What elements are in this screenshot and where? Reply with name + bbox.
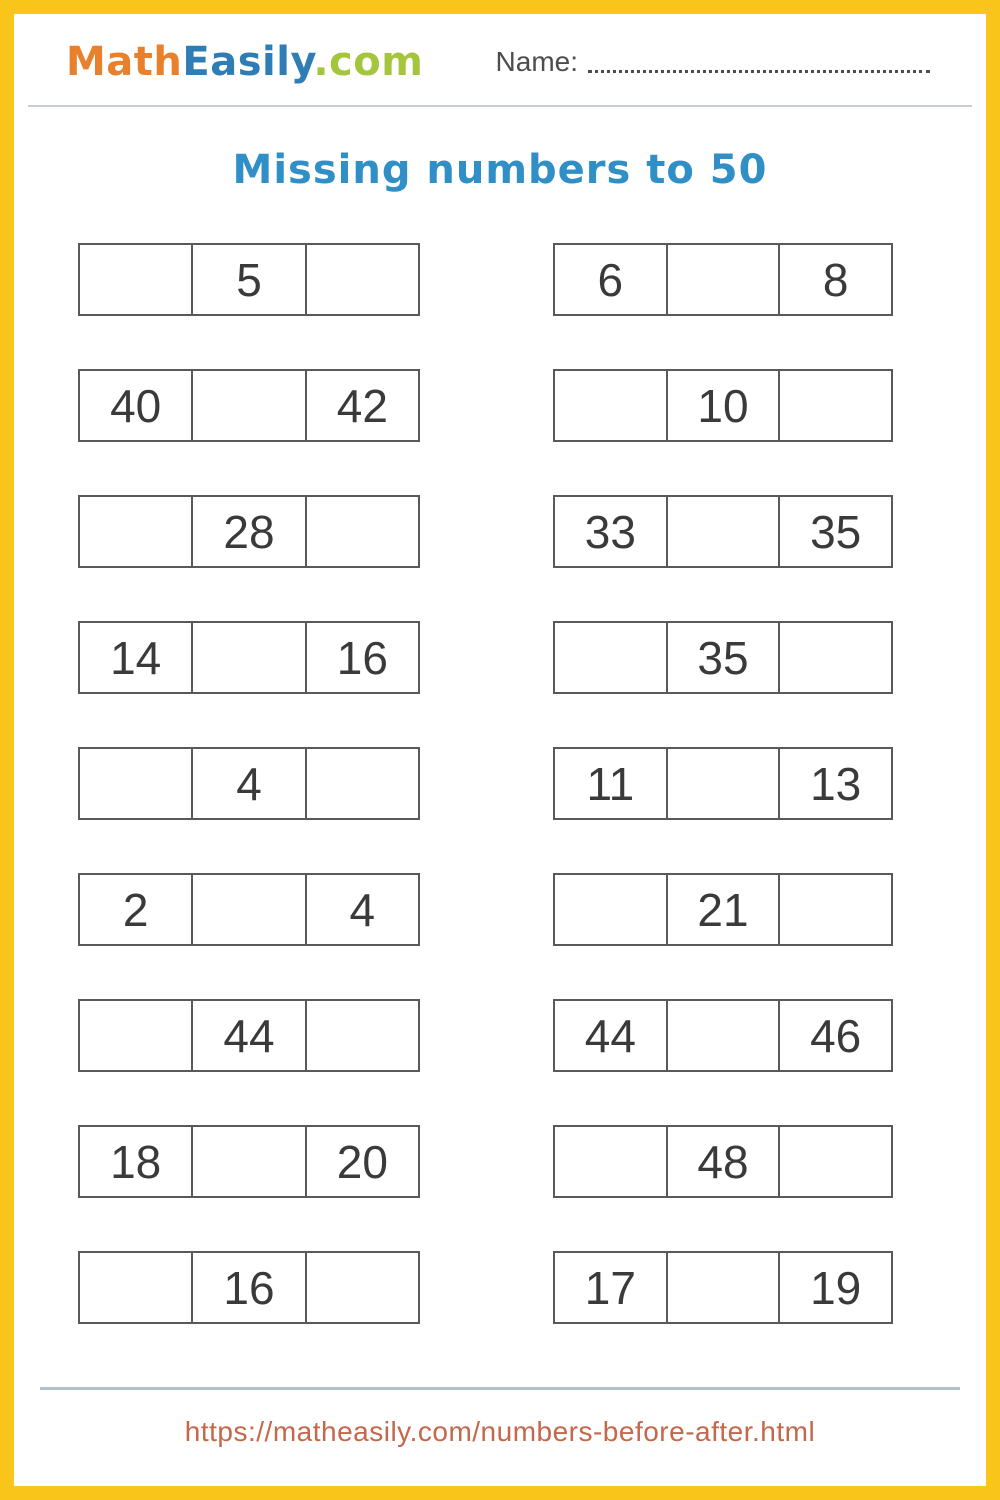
answer-cell[interactable] <box>305 1001 418 1070</box>
answer-cell[interactable] <box>778 875 891 944</box>
number-cell: 5 <box>191 245 304 314</box>
number-cell: 6 <box>597 253 624 306</box>
number-cell: 17 <box>584 1261 636 1314</box>
worksheet-column-left <box>78 243 420 1324</box>
answer-cell[interactable] <box>555 623 666 692</box>
answer-cell[interactable] <box>191 1127 304 1196</box>
number-cell: 10 <box>666 371 779 440</box>
header <box>14 14 986 84</box>
number-strip <box>553 1125 893 1198</box>
number-strip <box>78 1251 420 1324</box>
number-cell: 35 <box>666 623 779 692</box>
number-cell: 18 <box>110 1135 162 1188</box>
number-strip <box>553 495 893 568</box>
number-cell: 48 <box>666 1127 779 1196</box>
answer-cell[interactable] <box>305 245 418 314</box>
number-cell: 4 <box>191 749 304 818</box>
name-label: Name: <box>495 46 578 77</box>
worksheet-grid <box>14 243 986 1324</box>
answer-cell[interactable] <box>666 245 779 314</box>
page-title: Missing numbers to 50 <box>232 147 768 193</box>
logo-part-math: Math <box>66 39 183 85</box>
site-logo <box>66 40 423 84</box>
number-strip <box>78 873 420 946</box>
answer-cell[interactable] <box>555 371 666 440</box>
answer-cell[interactable] <box>191 875 304 944</box>
number-strip <box>553 873 893 946</box>
number-cell: 16 <box>191 1253 304 1322</box>
logo-part-com: .com <box>313 39 424 85</box>
worksheet-column-right <box>553 243 893 1324</box>
answer-cell[interactable] <box>80 497 191 566</box>
number-cell: 8 <box>778 245 891 314</box>
number-cell: 13 <box>778 749 891 818</box>
answer-cell[interactable] <box>666 1001 779 1070</box>
number-cell: 46 <box>778 1001 891 1070</box>
answer-cell[interactable] <box>555 875 666 944</box>
number-cell: 16 <box>305 623 418 692</box>
answer-cell[interactable] <box>305 1253 418 1322</box>
number-cell: 14 <box>110 631 162 684</box>
answer-cell[interactable] <box>191 371 304 440</box>
number-cell: 4 <box>305 875 418 944</box>
number-strip <box>78 369 420 442</box>
number-strip <box>553 243 893 316</box>
answer-cell[interactable] <box>778 1127 891 1196</box>
number-cell: 19 <box>778 1253 891 1322</box>
number-cell: 20 <box>305 1127 418 1196</box>
number-strip <box>78 621 420 694</box>
number-cell: 40 <box>110 379 162 432</box>
answer-cell[interactable] <box>80 1253 191 1322</box>
answer-cell[interactable] <box>305 497 418 566</box>
number-cell: 44 <box>191 1001 304 1070</box>
number-strip <box>78 243 420 316</box>
answer-cell[interactable] <box>778 371 891 440</box>
number-strip <box>553 1251 893 1324</box>
answer-cell[interactable] <box>555 1127 666 1196</box>
footer-url: https://matheasily.com/numbers-before-after.html <box>184 1416 816 1447</box>
answer-cell[interactable] <box>80 749 191 818</box>
name-area <box>496 46 930 84</box>
number-cell: 28 <box>191 497 304 566</box>
number-strip <box>553 369 893 442</box>
answer-cell[interactable] <box>666 749 779 818</box>
number-strip <box>553 747 893 820</box>
header-divider <box>28 105 972 107</box>
number-strip <box>553 621 893 694</box>
answer-cell[interactable] <box>80 245 191 314</box>
number-cell: 2 <box>122 883 149 936</box>
answer-cell[interactable] <box>666 1253 779 1322</box>
answer-cell[interactable] <box>305 749 418 818</box>
number-cell: 11 <box>586 757 635 810</box>
number-strip <box>78 495 420 568</box>
name-fill-line[interactable] <box>588 70 930 73</box>
number-cell: 42 <box>305 371 418 440</box>
answer-cell[interactable] <box>778 623 891 692</box>
number-strip <box>78 999 420 1072</box>
answer-cell[interactable] <box>80 1001 191 1070</box>
number-cell: 44 <box>584 1009 636 1062</box>
logo-part-easily: Easily <box>182 39 314 85</box>
number-cell: 33 <box>584 505 636 558</box>
number-cell: 35 <box>778 497 891 566</box>
answer-cell[interactable] <box>666 497 779 566</box>
number-cell: 21 <box>666 875 779 944</box>
number-strip <box>78 747 420 820</box>
number-strip <box>553 999 893 1072</box>
answer-cell[interactable] <box>191 623 304 692</box>
footer-divider <box>40 1387 960 1390</box>
number-strip <box>78 1125 420 1198</box>
